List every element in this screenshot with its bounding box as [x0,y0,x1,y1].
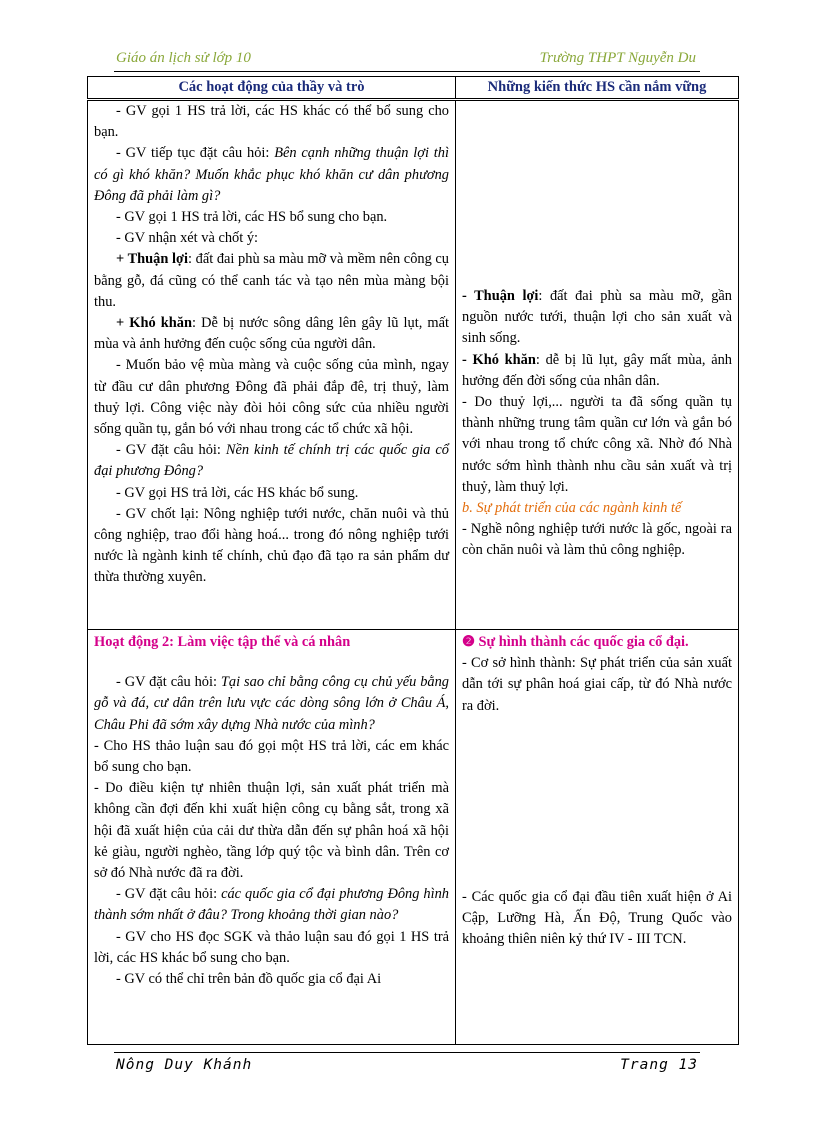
paragraph: - GV nhận xét và chốt ý: [116,230,259,247]
paragraph: + Khó khăn: Dễ bị nước sông dâng lên gây lũ lụt, mất mùa và ảnh hưởng đến cuộc sống của người dân. [94,315,449,353]
paragraph: - Cơ sở hình thành: Sự phát triển của sản xuất dẫn tới sự phân hoá giai cấp, từ đó Nhà nước ra đời. [462,655,732,714]
header-left: Giáo án lịch sử lớp 10 [116,50,251,66]
paragraph: - GV đặt câu hỏi: Nền kinh tế chính trị các quốc gia cổ đại phương Đông? [94,442,449,480]
header-rule [114,71,700,72]
footer-author: Nông Duy Khánh [116,1057,253,1073]
section-heading: b. Sự phát triển của các ngành kinh tế [462,500,682,517]
page-footer [114,1052,700,1073]
footer-page-number: Trang 13 [620,1057,698,1073]
teacher-activities-cell [88,100,456,630]
paragraph: - Muốn bảo vệ mùa màng và cuộc sống của mình, ngay từ đầu cư dân phương Đông đã phải đắp đê, trị thuỷ, làm thuỷ lợi. Công việc này đòi hỏi công sức của nhiều người sống quần tụ, gắn bó với nhau trong các tổ chức xã hội. [94,357,449,438]
paragraph: + Thuận lợi: đất đai phù sa màu mỡ và mềm nên công cụ bằng gỗ, đá cũng có thể canh tác và tạo nên mùa màng bội thu. [94,251,449,310]
paragraph: - GV có thể chỉ trên bản đồ quốc gia cổ đại Ai [116,971,382,988]
col2-header: Những kiến thức HS cần nắm vững [456,77,739,100]
table-row [88,630,739,1045]
knowledge-cell [456,630,739,1045]
col1-header: Các hoạt động của thầy và trò [88,77,456,100]
table-row [88,100,739,630]
paragraph: - GV gọi 1 HS trả lời, các HS bổ sung cho bạn. [116,209,388,226]
paragraph: - Cho HS thảo luận sau đó gọi một HS trả lời, các em khác bổ sung cho bạn. [94,737,449,776]
paragraph: - Thuận lợi: đất đai phù sa màu mỡ, gần nguồn nước tưới, thuận lợi cho sản xuất và sinh sống. [462,288,733,347]
paragraph: - Nghề nông nghiệp tưới nước là gốc, ngoài ra còn chăn nuôi và làm thủ công nghiệp. [462,521,732,559]
paragraph: - Các quốc gia cổ đại đầu tiên xuất hiện ở Ai Cập, Lưỡng Hà, Ấn Độ, Trung Quốc vào khoảng thiên niên kỷ thứ IV - III TCN. [462,888,732,948]
activity-heading: Hoạt động 2: Làm việc tập thể và cá nhân [94,634,351,650]
paragraph: - GV cho HS đọc SGK và thảo luận sau đó gọi 1 HS trả lời, các HS khác bổ sung cho bạn. [94,928,449,966]
paragraph: - GV đặt câu hỏi: Tại sao chỉ bằng công cụ chủ yếu bằng gỗ và đá, cư dân trên lưu vực các dòng sông lớn ở Châu Á, Châu Phi đã sớm xây dựng Nhà nước của mình? [94,674,450,733]
page-header [114,50,700,72]
section-heading: ❷ Sự hình thành các quốc gia cổ đại. [462,634,689,650]
lesson-table [87,76,739,1045]
paragraph: - GV chốt lại: Nông nghiệp tưới nước, chăn nuôi và thủ công nghiệp, trao đổi hàng hoá... trong đó nông nghiệp tưới nước là ngành kinh tế chính, chủ đạo đã tạo ra sản phẩm dư thừa thường xuyên. [94,505,449,586]
paragraph: - Do thuỷ lợi,... người ta đã sống quần tụ thành những trung tâm quần cư lớn và gắn bó với nhau trong tổ chức công xã. Nhờ đó Nhà nước sớm hình thành nhu cầu sản xuất và trị thuỷ, làm thuỷ lợi. [462,394,732,495]
header-right: Trường THPT Nguyễn Du [539,50,696,66]
paragraph: - GV gọi HS trả lời, các HS khác bổ sung. [116,484,359,501]
paragraph: - GV đặt câu hỏi: các quốc gia cổ đại phương Đông hình thành sớm nhất ở đâu? Trong khoảng thời gian nào? [94,886,449,924]
knowledge-cell [456,100,739,630]
teacher-activities-cell [88,630,456,1045]
paragraph: - Do điều kiện tự nhiên thuận lợi, sản xuất phát triển mà không cần đợi đến khi xuất hiện công cụ bằng sắt, trong xã hội đã xuất hiện của cải dư thừa dẫn đến sự phân hoá xã hội kẻ giàu, người nghèo, tầng lớp quý tộc và bình dân. Trên cơ sở đó Nhà nước đã ra đời. [94,780,449,882]
paragraph: - GV gọi 1 HS trả lời, các HS khác có thể bổ sung cho bạn. [94,103,449,141]
paragraph: - Khó khăn: dễ bị lũ lụt, gây mất mùa, ảnh hưởng đến đời sống của nhân dân. [462,351,732,389]
paragraph: - GV tiếp tục đặt câu hỏi: Bên cạnh những thuận lợi thì có gì khó khăn? Muốn khắc phục khó khăn cư dân phương Đông đã phải làm gì? [94,145,449,204]
